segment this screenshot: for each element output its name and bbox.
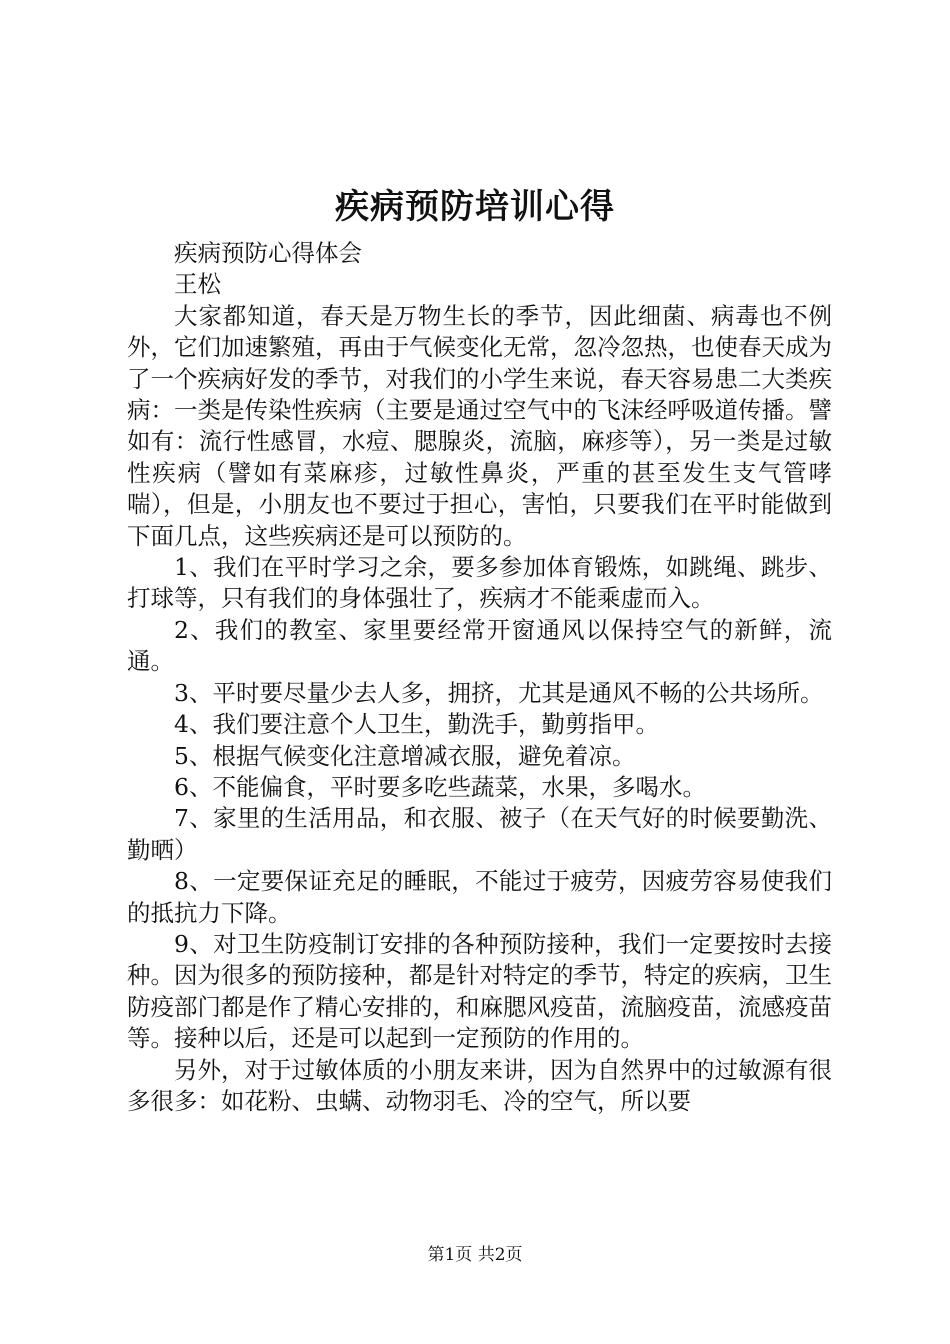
paragraph: 1、我们在平时学习之余，要多参加体育锻炼，如跳绳、跳步、打球等，只有我们的身体强壮了，疾病才不能乘虚而入。 <box>127 553 832 613</box>
paragraph: 另外，对于过敏体质的小朋友来讲，因为自然界中的过敏源有很多很多：如花粉、虫螨、动物羽毛、冷的空气，所以要 <box>127 1055 832 1115</box>
paragraph: 3、平时要尽量少去人多，拥挤，尤其是通风不畅的公共场所。 <box>174 678 824 707</box>
paragraph: 4、我们要注意个人卫生，勤洗手，勤剪指甲。 <box>174 710 659 739</box>
paragraph: 8、一定要保证充足的睡眠，不能过于疲劳，因疲劳容易使我们的抵抗力下降。 <box>127 867 832 927</box>
document-subtitle: 疾病预防心得体会 <box>174 239 362 267</box>
paragraph: 2、我们的教室、家里要经常开窗通风以保持空气的新鲜，流通。 <box>127 615 832 676</box>
document-title: 疾病预防培训心得 <box>335 187 615 227</box>
document-body <box>127 238 832 1117</box>
paragraph: 7、家里的生活用品，和衣服、被子（在天气好的时候要勤洗、勤晒） <box>127 804 832 864</box>
page-number-footer: 第1页 共2页 <box>427 1245 523 1265</box>
paragraph: 5、根据气候变化注意增减衣服，避免着凉。 <box>174 741 636 770</box>
document-author: 王松 <box>174 270 221 299</box>
paragraph: 大家都知道，春天是万物生长的季节，因此细菌、病毒也不例外，它们加速繁殖，再由于气候变化无常，忽冷忽热，也使春天成为了一个疾病好发的季节，对我们的小学生来说，春天容易患二大类疾病：一类是传染性疾病（主要是通过空气中的飞沫经呼吸道传播。譬如有：流行性感冒，水痘、腮腺炎，流脑，麻疹等），另一类是过敏性疾病（譬如有菜麻疹，过敏性鼻炎，严重的甚至发生支气管哮喘），但是，小朋友也不要过于担心，害怕，只要我们在平时能做到下面几点，这些疾病还是可以预防的。 <box>127 301 832 550</box>
paragraph: 9、对卫生防疫制订安排的各种预防接种，我们一定要按时去接种。因为很多的预防接种，都是针对特定的季节，特定的疾病，卫生防疫部门都是作了精心安排的，和麻腮风疫苗，流脑疫苗，流感疫苗等。接种以后，还是可以起到一定预防的作用的。 <box>127 929 832 1053</box>
paragraph: 6、不能偏食，平时要多吃些蔬菜，水果，多喝水。 <box>174 772 706 801</box>
